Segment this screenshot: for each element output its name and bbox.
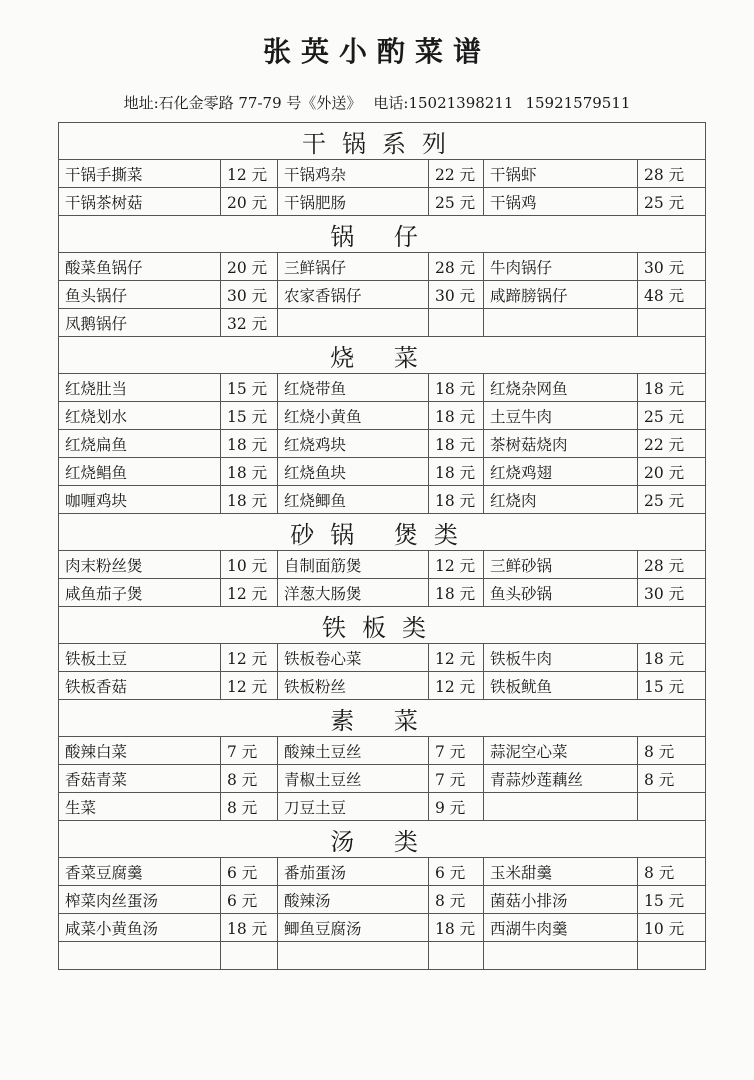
section-header xyxy=(59,514,706,551)
dish-price: 48 元 xyxy=(638,281,706,309)
dish-price xyxy=(638,942,706,970)
section-title: 烧 菜 xyxy=(59,337,706,374)
dish-name: 洋葱大肠煲 xyxy=(278,579,429,607)
dish-price: 6 元 xyxy=(221,858,278,886)
dish-name: 刀豆土豆 xyxy=(278,793,429,821)
menu-row xyxy=(59,672,706,700)
dish-name: 干锅鸡 xyxy=(484,188,638,216)
dish-price: 20 元 xyxy=(221,253,278,281)
dish-price: 20 元 xyxy=(638,458,706,486)
dish-name: 咸菜小黄鱼汤 xyxy=(59,914,221,942)
dish-name: 青蒜炒莲藕丝 xyxy=(484,765,638,793)
dish-name: 红烧鲳鱼 xyxy=(59,458,221,486)
dish-price: 7 元 xyxy=(429,765,484,793)
menu-row xyxy=(59,942,706,970)
dish-name: 红烧鲫鱼 xyxy=(278,486,429,514)
dish-price: 18 元 xyxy=(221,914,278,942)
dish-name: 红烧杂网鱼 xyxy=(484,374,638,402)
dish-price: 7 元 xyxy=(221,737,278,765)
dish-price xyxy=(221,942,278,970)
menu-row xyxy=(59,793,706,821)
section-header xyxy=(59,216,706,253)
dish-name: 农家香锅仔 xyxy=(278,281,429,309)
dish-name: 干锅鸡杂 xyxy=(278,160,429,188)
dish-price: 15 元 xyxy=(638,672,706,700)
dish-name: 红烧肚当 xyxy=(59,374,221,402)
menu-row xyxy=(59,402,706,430)
dish-price: 18 元 xyxy=(638,374,706,402)
menu-row xyxy=(59,188,706,216)
dish-name: 青椒土豆丝 xyxy=(278,765,429,793)
dish-price: 30 元 xyxy=(638,253,706,281)
dish-name: 鱼头砂锅 xyxy=(484,579,638,607)
dish-name: 铁板土豆 xyxy=(59,644,221,672)
menu-row xyxy=(59,914,706,942)
dish-price: 32 元 xyxy=(221,309,278,337)
dish-price: 8 元 xyxy=(638,858,706,886)
dish-price: 12 元 xyxy=(221,160,278,188)
phone-1: 电话:15021398211 xyxy=(373,94,514,112)
dish-price: 12 元 xyxy=(429,551,484,579)
dish-name: 铁板香菇 xyxy=(59,672,221,700)
dish-name: 茶树菇烧肉 xyxy=(484,430,638,458)
section-title: 砂锅 煲类 xyxy=(59,514,706,551)
section-title: 干锅系列 xyxy=(59,123,706,160)
dish-price: 12 元 xyxy=(429,644,484,672)
dish-name: 酸菜鱼锅仔 xyxy=(59,253,221,281)
dish-name xyxy=(278,942,429,970)
section-header xyxy=(59,607,706,644)
dish-name: 酸辣白菜 xyxy=(59,737,221,765)
menu-row xyxy=(59,374,706,402)
dish-price xyxy=(429,309,484,337)
dish-price: 30 元 xyxy=(429,281,484,309)
dish-name: 红烧鸡翅 xyxy=(484,458,638,486)
dish-price: 15 元 xyxy=(221,374,278,402)
dish-price xyxy=(429,942,484,970)
menu-row xyxy=(59,737,706,765)
dish-name: 红烧肉 xyxy=(484,486,638,514)
dish-name: 香菜豆腐羹 xyxy=(59,858,221,886)
dish-name: 酸辣汤 xyxy=(278,886,429,914)
dish-price: 8 元 xyxy=(221,765,278,793)
dish-price: 8 元 xyxy=(429,886,484,914)
dish-name: 肉末粉丝煲 xyxy=(59,551,221,579)
dish-name: 红烧带鱼 xyxy=(278,374,429,402)
dish-price: 18 元 xyxy=(429,402,484,430)
dish-name: 红烧划水 xyxy=(59,402,221,430)
dish-name: 干锅茶树菇 xyxy=(59,188,221,216)
section-header xyxy=(59,123,706,160)
section-title: 汤 类 xyxy=(59,821,706,858)
dish-price: 28 元 xyxy=(429,253,484,281)
dish-name: 红烧小黄鱼 xyxy=(278,402,429,430)
menu-row xyxy=(59,486,706,514)
dish-price: 8 元 xyxy=(221,793,278,821)
section-title: 素 菜 xyxy=(59,700,706,737)
dish-name: 铁板牛肉 xyxy=(484,644,638,672)
menu-row xyxy=(59,430,706,458)
address: 地址:石化金零路 77-79 号《外送》 xyxy=(123,94,362,112)
dish-name: 凤鹅锅仔 xyxy=(59,309,221,337)
phone-2: 15921579511 xyxy=(525,94,631,112)
dish-price: 7 元 xyxy=(429,737,484,765)
dish-name: 铁板鱿鱼 xyxy=(484,672,638,700)
dish-price: 15 元 xyxy=(221,402,278,430)
dish-price xyxy=(638,793,706,821)
dish-name: 三鲜锅仔 xyxy=(278,253,429,281)
dish-name: 红烧扁鱼 xyxy=(59,430,221,458)
dish-price: 18 元 xyxy=(429,579,484,607)
dish-name: 菌菇小排汤 xyxy=(484,886,638,914)
dish-price: 18 元 xyxy=(221,430,278,458)
dish-name: 西湖牛肉羹 xyxy=(484,914,638,942)
section-title: 锅 仔 xyxy=(59,216,706,253)
dish-price: 12 元 xyxy=(221,672,278,700)
menu-row xyxy=(59,253,706,281)
dish-price: 15 元 xyxy=(638,886,706,914)
dish-name: 自制面筋煲 xyxy=(278,551,429,579)
dish-price: 12 元 xyxy=(221,644,278,672)
menu-row xyxy=(59,644,706,672)
dish-name xyxy=(59,942,221,970)
dish-price: 22 元 xyxy=(429,160,484,188)
dish-price: 12 元 xyxy=(221,579,278,607)
dish-name: 干锅手撕菜 xyxy=(59,160,221,188)
dish-price: 6 元 xyxy=(429,858,484,886)
menu-row xyxy=(59,281,706,309)
dish-name: 红烧鸡块 xyxy=(278,430,429,458)
dish-name: 蒜泥空心菜 xyxy=(484,737,638,765)
menu-row xyxy=(59,765,706,793)
dish-price: 25 元 xyxy=(638,188,706,216)
dish-name: 咸鱼茄子煲 xyxy=(59,579,221,607)
dish-price: 18 元 xyxy=(221,458,278,486)
section-header xyxy=(59,821,706,858)
contact-info xyxy=(0,92,754,113)
dish-name: 鲫鱼豆腐汤 xyxy=(278,914,429,942)
dish-name: 番茄蛋汤 xyxy=(278,858,429,886)
dish-price: 12 元 xyxy=(429,672,484,700)
dish-price xyxy=(638,309,706,337)
dish-price: 18 元 xyxy=(221,486,278,514)
dish-name: 咸蹄膀锅仔 xyxy=(484,281,638,309)
menu-row xyxy=(59,579,706,607)
dish-name: 干锅肥肠 xyxy=(278,188,429,216)
menu-table xyxy=(58,122,706,970)
menu-title: 张英小酌菜谱 xyxy=(262,35,491,68)
dish-price: 9 元 xyxy=(429,793,484,821)
menu-row xyxy=(59,458,706,486)
dish-name: 咖喱鸡块 xyxy=(59,486,221,514)
dish-price: 25 元 xyxy=(638,486,706,514)
section-header xyxy=(59,700,706,737)
dish-price: 10 元 xyxy=(638,914,706,942)
dish-price: 18 元 xyxy=(429,914,484,942)
section-header xyxy=(59,337,706,374)
dish-name: 鱼头锅仔 xyxy=(59,281,221,309)
dish-price: 8 元 xyxy=(638,765,706,793)
dish-price: 18 元 xyxy=(429,458,484,486)
dish-name: 干锅虾 xyxy=(484,160,638,188)
section-title: 铁板类 xyxy=(59,607,706,644)
menu-row xyxy=(59,160,706,188)
menu-row xyxy=(59,858,706,886)
dish-price: 28 元 xyxy=(638,551,706,579)
dish-name: 三鲜砂锅 xyxy=(484,551,638,579)
dish-price: 8 元 xyxy=(638,737,706,765)
dish-name xyxy=(484,309,638,337)
dish-price: 30 元 xyxy=(638,579,706,607)
dish-name xyxy=(484,793,638,821)
dish-price: 25 元 xyxy=(429,188,484,216)
menu-row xyxy=(59,309,706,337)
dish-price: 18 元 xyxy=(429,374,484,402)
dish-name: 土豆牛肉 xyxy=(484,402,638,430)
dish-name: 榨菜肉丝蛋汤 xyxy=(59,886,221,914)
dish-name: 红烧鱼块 xyxy=(278,458,429,486)
dish-name: 玉米甜羹 xyxy=(484,858,638,886)
dish-price: 22 元 xyxy=(638,430,706,458)
dish-name: 铁板卷心菜 xyxy=(278,644,429,672)
dish-price: 6 元 xyxy=(221,886,278,914)
menu-row xyxy=(59,886,706,914)
menu-row xyxy=(59,551,706,579)
dish-price: 30 元 xyxy=(221,281,278,309)
dish-name xyxy=(484,942,638,970)
dish-price: 20 元 xyxy=(221,188,278,216)
dish-name: 香菇青菜 xyxy=(59,765,221,793)
dish-name: 生菜 xyxy=(59,793,221,821)
dish-price: 28 元 xyxy=(638,160,706,188)
dish-name: 铁板粉丝 xyxy=(278,672,429,700)
dish-price: 18 元 xyxy=(638,644,706,672)
dish-name xyxy=(278,309,429,337)
dish-name: 酸辣土豆丝 xyxy=(278,737,429,765)
dish-price: 18 元 xyxy=(429,430,484,458)
dish-name: 牛肉锅仔 xyxy=(484,253,638,281)
dish-price: 25 元 xyxy=(638,402,706,430)
dish-price: 18 元 xyxy=(429,486,484,514)
dish-price: 10 元 xyxy=(221,551,278,579)
